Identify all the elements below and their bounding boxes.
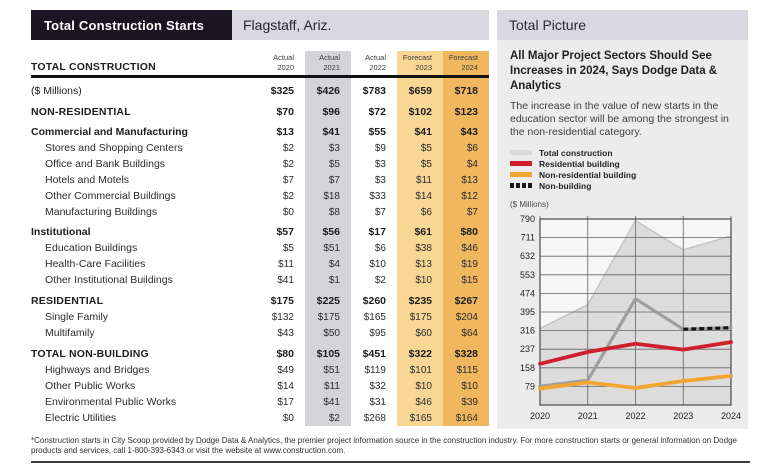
table-row <box>31 288 489 309</box>
cell-value: $61 <box>397 220 443 240</box>
report-title: Total Construction Starts <box>31 10 232 40</box>
column-header-2022: Actual 2022 <box>365 53 386 72</box>
row-label: Office and Bank Buildings <box>45 158 166 170</box>
cell-value: $2 <box>282 159 294 170</box>
x-axis-tick-label: 2022 <box>625 411 646 422</box>
table-row <box>31 410 489 426</box>
cell-value: $268 <box>363 413 386 424</box>
cell-value: $10 <box>443 378 489 394</box>
cell-value: $328 <box>443 341 489 362</box>
cell-value: $0 <box>282 413 294 424</box>
row-label: Multifamily <box>45 327 95 339</box>
cell-value: $72 <box>368 106 386 118</box>
panel-heading: All Major Project Sectors Should See Increases in 2024, Says Dodge Data & Analytics <box>510 50 718 92</box>
cell-value: $4 <box>443 156 489 172</box>
cell-value: $175 <box>305 309 351 325</box>
row-label: NON-RESIDENTIAL <box>31 106 131 118</box>
cell-value: $41 <box>397 120 443 140</box>
cell-value: $0 <box>282 207 294 218</box>
cell-value: $105 <box>305 341 351 362</box>
cell-value: $95 <box>369 328 386 339</box>
cell-value: $80 <box>276 348 294 360</box>
footer-note: *Construction starts in City Scoop provided by Dodge Data & Analytics, the premier project information source in the construction industry. For more construction starts or general information on Dodge products and services, call 1-800-393-6343 or visit the website at www.construction.com. <box>31 436 737 456</box>
x-axis-tick-label: 2023 <box>673 411 694 422</box>
cell-value: $101 <box>397 362 443 378</box>
row-label: Environmental Public Works <box>45 396 177 408</box>
cell-value: $451 <box>362 348 386 360</box>
panel-title: Total Picture <box>497 10 748 40</box>
table-row <box>31 394 489 410</box>
panel-body-text: The increase in the value of new starts in the education sector will be among the strongest in the non-residential category. <box>510 99 729 139</box>
cell-value: $235 <box>397 288 443 309</box>
cell-value: $43 <box>443 120 489 140</box>
y-axis-tick-label: 316 <box>519 325 535 336</box>
cell-value: $267 <box>443 288 489 309</box>
row-label: Other Institutional Buildings <box>45 274 173 286</box>
row-label: TOTAL NON-BUILDING <box>31 348 149 360</box>
row-label: Single Family <box>45 311 109 323</box>
chart-legend <box>510 147 735 191</box>
cell-value: $426 <box>305 78 351 99</box>
x-axis-tick-label: 2021 <box>577 411 598 422</box>
table-header-row <box>31 51 489 78</box>
cell-value: $6 <box>374 243 386 254</box>
location-label: Flagstaff, Ariz. <box>232 10 489 40</box>
cell-value: $164 <box>443 410 489 426</box>
y-axis-tick-label: 395 <box>519 307 535 318</box>
cell-value: $204 <box>443 309 489 325</box>
cell-value: $132 <box>271 312 294 323</box>
legend-label: Non-building <box>539 180 592 191</box>
cell-value: $49 <box>277 365 294 376</box>
legend-swatch <box>510 172 532 177</box>
table-row <box>31 272 489 288</box>
cell-value: $5 <box>305 156 351 172</box>
row-label: Electric Utilities <box>45 412 117 424</box>
row-label: Highways and Bridges <box>45 364 150 376</box>
cell-value: $2 <box>282 143 294 154</box>
cell-value: $3 <box>305 140 351 156</box>
legend-item <box>510 147 735 158</box>
y-axis-tick-label: 711 <box>520 232 535 243</box>
row-label: ($ Millions) <box>31 85 82 97</box>
legend-swatch <box>510 161 532 166</box>
row-label: RESIDENTIAL <box>31 295 104 307</box>
row-label: Education Buildings <box>45 242 138 254</box>
legend-item <box>510 180 735 191</box>
cell-value: $7 <box>305 172 351 188</box>
cell-value: $51 <box>305 362 351 378</box>
y-axis-tick-label: 632 <box>519 251 535 262</box>
cell-value: $38 <box>397 240 443 256</box>
legend-swatch <box>510 183 532 188</box>
cell-value: $17 <box>368 226 386 238</box>
cell-value: $70 <box>276 106 294 118</box>
cell-value: $51 <box>305 240 351 256</box>
cell-value: $2 <box>282 191 294 202</box>
cell-value: $57 <box>276 226 294 238</box>
cell-value: $5 <box>282 243 294 254</box>
table-row <box>31 309 489 325</box>
cell-value: $46 <box>443 240 489 256</box>
cell-value: $165 <box>397 410 443 426</box>
chart-units-label: ($ Millions) <box>510 200 549 210</box>
cell-value: $260 <box>362 295 386 307</box>
cell-value: $14 <box>397 188 443 204</box>
column-header-2020: Actual 2020 <box>273 53 294 72</box>
cell-value: $115 <box>443 362 489 378</box>
cell-value: $41 <box>277 275 294 286</box>
chart-svg <box>510 211 742 423</box>
legend-label: Total construction <box>539 147 613 158</box>
cell-value: $225 <box>305 288 351 309</box>
table-row <box>31 156 489 172</box>
cell-value: $55 <box>368 126 386 138</box>
y-axis-tick-label: 158 <box>519 362 535 373</box>
cell-value: $43 <box>277 328 294 339</box>
legend-label: Residential building <box>539 158 620 169</box>
column-header-2024: Forecast 2024 <box>443 51 489 75</box>
cell-value: $2 <box>305 410 351 426</box>
cell-value: $7 <box>443 204 489 220</box>
total-picture-panel <box>497 10 748 429</box>
cell-value: $18 <box>305 188 351 204</box>
cell-value: $41 <box>305 394 351 410</box>
cell-value: $13 <box>276 126 294 138</box>
table-row <box>31 172 489 188</box>
x-axis-tick-label: 2024 <box>720 411 742 422</box>
table-corner-label: TOTAL CONSTRUCTION <box>31 61 156 73</box>
construction-starts-table <box>31 51 489 426</box>
row-label: Commercial and Manufacturing <box>31 126 188 138</box>
cell-value: $6 <box>443 140 489 156</box>
table-row <box>31 325 489 341</box>
y-axis-tick-label: 474 <box>519 288 535 299</box>
cell-value: $4 <box>305 256 351 272</box>
cell-value: $11 <box>305 378 351 394</box>
cell-value: $7 <box>374 207 386 218</box>
cell-value: $60 <box>397 325 443 341</box>
table-row <box>31 378 489 394</box>
cell-value: $9 <box>374 143 386 154</box>
cell-value: $5 <box>397 140 443 156</box>
cell-value: $39 <box>443 394 489 410</box>
row-label: Institutional <box>31 226 91 238</box>
cell-value: $8 <box>305 204 351 220</box>
cell-value: $325 <box>270 85 294 97</box>
legend-swatch <box>510 150 532 155</box>
row-label: Health-Care Facilities <box>45 258 146 270</box>
cell-value: $783 <box>362 85 386 97</box>
cell-value: $13 <box>443 172 489 188</box>
cell-value: $15 <box>443 272 489 288</box>
cell-value: $102 <box>397 99 443 120</box>
cell-value: $33 <box>369 191 386 202</box>
cell-value: $31 <box>369 397 386 408</box>
cell-value: $2 <box>374 275 386 286</box>
column-header-2023: Forecast 2023 <box>397 51 443 75</box>
row-label: Hotels and Motels <box>45 174 130 186</box>
row-label: Stores and Shopping Centers <box>45 142 183 154</box>
cell-value: $123 <box>443 99 489 120</box>
cell-value: $5 <box>397 156 443 172</box>
cell-value: $175 <box>397 309 443 325</box>
table-row <box>31 120 489 140</box>
report-header <box>31 10 489 40</box>
table-row <box>31 78 489 99</box>
cell-value: $718 <box>443 78 489 99</box>
row-label: Other Public Works <box>45 380 136 392</box>
sector-line-chart <box>510 211 742 428</box>
table-row <box>31 140 489 156</box>
table-row <box>31 240 489 256</box>
row-label: Manufacturing Buildings <box>45 206 158 218</box>
cell-value: $80 <box>443 220 489 240</box>
cell-value: $64 <box>443 325 489 341</box>
report-left-column <box>31 10 489 426</box>
cell-value: $175 <box>270 295 294 307</box>
table-row <box>31 341 489 362</box>
table-row <box>31 362 489 378</box>
row-label: Other Commercial Buildings <box>45 190 176 202</box>
cell-value: $11 <box>397 172 443 188</box>
cell-value: $6 <box>397 204 443 220</box>
y-axis-tick-label: 79 <box>524 381 535 392</box>
cell-value: $7 <box>282 175 294 186</box>
table-row <box>31 204 489 220</box>
footer-rule <box>31 461 750 463</box>
cell-value: $41 <box>305 120 351 140</box>
cell-value: $165 <box>363 312 386 323</box>
cell-value: $11 <box>278 259 294 270</box>
cell-value: $14 <box>277 381 294 392</box>
cell-value: $10 <box>369 259 386 270</box>
cell-value: $13 <box>397 256 443 272</box>
cell-value: $19 <box>443 256 489 272</box>
cell-value: $10 <box>397 378 443 394</box>
legend-item <box>510 158 735 169</box>
cell-value: $322 <box>397 341 443 362</box>
cell-value: $56 <box>305 220 351 240</box>
cell-value: $50 <box>305 325 351 341</box>
table-row <box>31 188 489 204</box>
cell-value: $10 <box>397 272 443 288</box>
table-row <box>31 220 489 240</box>
y-axis-tick-label: 790 <box>519 214 535 225</box>
y-axis-tick-label: 237 <box>519 344 535 355</box>
cell-value: $3 <box>374 159 386 170</box>
table-row <box>31 256 489 272</box>
cell-value: $17 <box>277 397 294 408</box>
cell-value: $1 <box>305 272 351 288</box>
column-header-2021: Actual 2021 <box>305 51 351 75</box>
table-row <box>31 99 489 120</box>
cell-value: $659 <box>397 78 443 99</box>
cell-value: $3 <box>374 175 386 186</box>
y-axis-tick-label: 553 <box>519 269 535 280</box>
legend-label: Non-residential building <box>539 169 637 180</box>
cell-value: $12 <box>443 188 489 204</box>
cell-value: $119 <box>364 365 386 376</box>
cell-value: $46 <box>397 394 443 410</box>
cell-value: $32 <box>369 381 386 392</box>
x-axis-tick-label: 2020 <box>529 411 551 422</box>
report-footer <box>31 436 750 463</box>
legend-item <box>510 169 735 180</box>
cell-value: $96 <box>305 99 351 120</box>
